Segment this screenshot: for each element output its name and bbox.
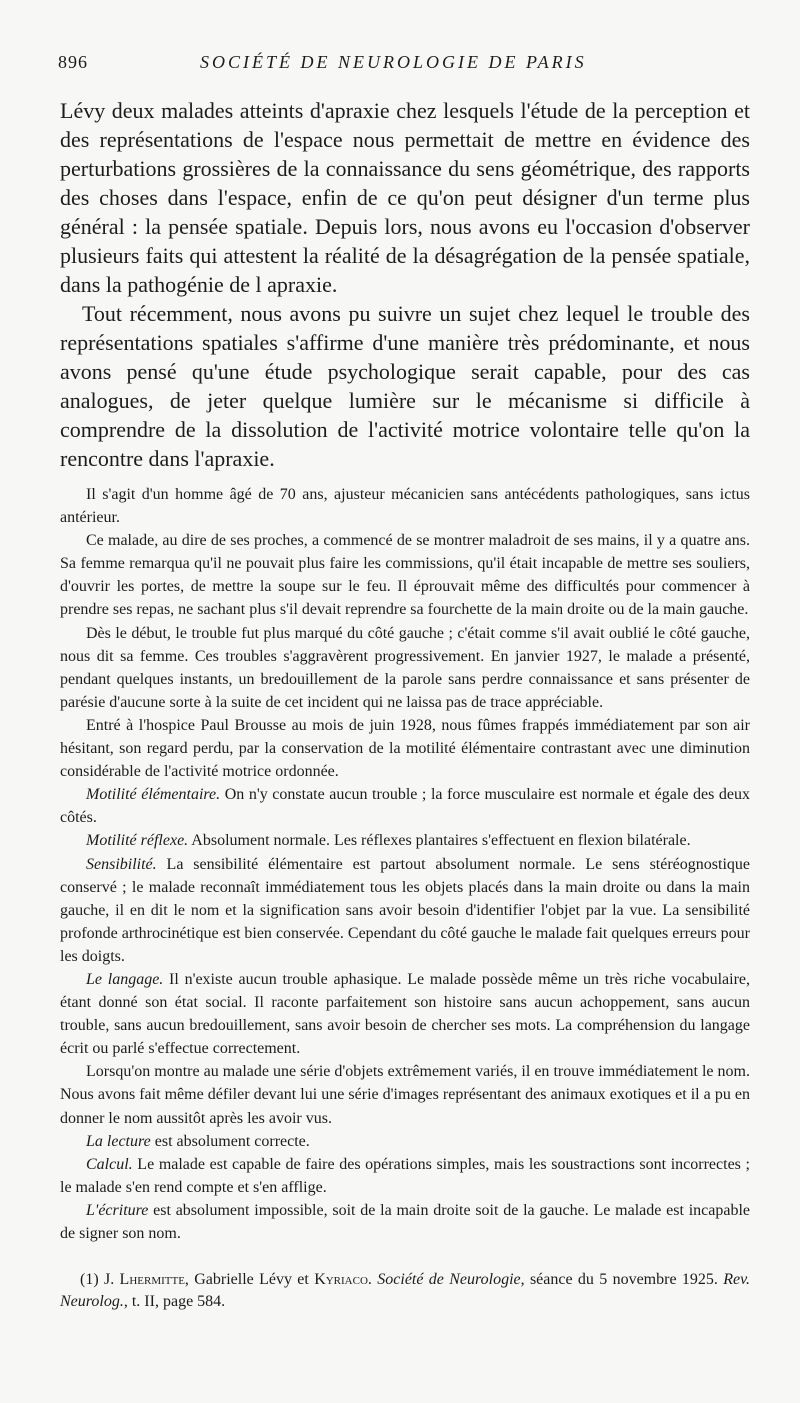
observation-paragraph (60, 829, 750, 852)
observation-paragraph (60, 1199, 750, 1245)
article-body (60, 96, 750, 1313)
section-label: La lecture (86, 1132, 151, 1150)
footnote-author: Lhermitte (119, 1271, 185, 1289)
running-title: SOCIÉTÉ DE NEUROLOGIE DE PARIS (200, 52, 587, 72)
section-text: Absolument normale. Les réflexes plantaires s'effectuent en flexion bilatérale. (188, 832, 691, 850)
observation-paragraph: Ce malade, au dire de ses proches, a commencé de se montrer maladroit de ses mains, il y a quatre ans. Sa femme remarqua qu'il ne pouvait plus faire les commissions, qu'il était incapable de mettre ses souliers, d'ouvrir les portes, de mettre la soupe sur le feu. Il éprouvait même des difficultés pour commencer à prendre ses repas, ne sachant plus s'il devait reprendre sa fourchette de la main droite ou de la main gauche. (60, 532, 750, 619)
section-label: Sensibilité. (86, 855, 157, 873)
section-label: Motilité élémentaire. (86, 786, 221, 804)
page-header (58, 52, 736, 80)
page-number: 896 (58, 52, 88, 72)
section-text: Le malade est capable de faire des opérations simples, mais les soustractions sont incorrectes ; le malade s'en rend compte et s'en afflige. (60, 1155, 750, 1196)
footnote-source: Société de Neurologie (377, 1271, 521, 1289)
section-label: Calcul. (86, 1155, 133, 1173)
observation-paragraph: Il s'agit d'un homme âgé de 70 ans, ajusteur mécanicien sans antécédents pathologiques, sans ictus antérieur. (60, 486, 750, 527)
footnote-marker: (1) J. (80, 1271, 120, 1289)
section-label: Motilité réflexe. (86, 832, 189, 850)
footnote-journal: Rev. Neurolog. (60, 1271, 751, 1311)
paragraph: Tout récemment, nous avons pu suivre un sujet chez lequel le trouble des représentations spatiales s'affirme d'une manière très prédominante, et nous avons pensé qu'une étude psychologique serait capable, pour des cas analogues, de jeter quelque lumière sur le mécanisme si difficile à comprendre de la dissolution de l'activité motrice volontaire telle qu'on la rencontre dans l'apraxie. (60, 301, 750, 471)
footnote-author: , Gabrielle Lévy et (184, 1271, 315, 1289)
footnote (60, 1269, 750, 1313)
footnote-text: , séance du 5 novembre 1925. (520, 1271, 724, 1289)
observation-paragraph: Lorsqu'on montre au malade une série d'objets extrêmement variés, il en trouve immédiatement le nom. Nous avons fait même défiler devant lui une série d'images représentant des animaux exotiques et il a pu en donner le nom aussitôt après les avoir vus. (60, 1063, 750, 1127)
observation-paragraph (60, 783, 750, 829)
footnote-separator: . (367, 1271, 378, 1289)
section-label: L'écriture (86, 1201, 149, 1219)
observation-paragraph (60, 968, 750, 1060)
paragraph: Lévy deux malades atteints d'apraxie chez lesquels l'étude de la perception et des représentations de l'espace nous permettait de mettre en évidence des perturbations grossières de la connaissance du sens géométrique, des rapports des choses dans l'espace, enfin de ce qu'on peut désigner d'un terme plus général : la pensée spatiale. Depuis lors, nous avons eu l'occasion d'observer plusieurs faits qui attestent la réalité de la désagrégation de la pensée spatiale, dans la pathogénie de l apraxie. (60, 98, 750, 297)
observation-paragraph (60, 1130, 750, 1153)
observation-paragraph (60, 1153, 750, 1199)
section-text: Il n'existe aucun trouble aphasique. Le malade possède même un très riche vocabulaire, étant donné son état social. Il raconte parfaitement son histoire sans aucun achoppement, sans aucun trouble, sans aucun bredouillement, sans avoir besoin de chercher ses mots. La compréhension du langage écrit ou parlé s'effectue correctement. (60, 970, 751, 1058)
section-text: est absolument impossible, soit de la main droite soit de la gauche. Le malade est incapable de signer son nom. (60, 1201, 750, 1242)
footnote-text: , t. II, page 584. (123, 1293, 226, 1311)
section-text: La sensibilité élémentaire est partout absolument normale. Le sens stéréognostique conservé ; le malade reconnaît immédiatement tous les objets placés dans la main droite ou dans la main gauche, il en dit le nom et la signification sans avoir besoin d'identifier l'objet par la vue. La sensibilité profonde arthrocinétique est bien conservée. Cependant du côté gauche le malade fait quelques erreurs pour les doigts. (60, 855, 750, 965)
footnote-author: Kyriaco (314, 1271, 368, 1289)
section-label: Le langage. (86, 970, 164, 988)
observation-paragraph: Dès le début, le trouble fut plus marqué du côté gauche ; c'était comme s'il avait oublié le côté gauche, nous dit sa femme. Ces troubles s'aggravèrent progressivement. En janvier 1927, le malade a présenté, pendant quelques instants, un bredouillement de la parole sans perdre connaissance et sans présenter de parésie d'aucune sorte à la suite de cet incident qui ne laissa pas de trace appréciable. (60, 624, 750, 711)
observation-paragraph (60, 853, 750, 968)
section-text: On n'y constate aucun trouble ; la force musculaire est normale et égale des deux côtés. (60, 786, 750, 827)
section-text: est absolument correcte. (150, 1132, 310, 1150)
observation-paragraph: Entré à l'hospice Paul Brousse au mois de juin 1928, nous fûmes frappés immédiatement par son air hésitant, son regard perdu, par la conservation de la motilité élémentaire contrastant avec une diminution considérable de l'activité motrice ordonnée. (60, 716, 750, 781)
